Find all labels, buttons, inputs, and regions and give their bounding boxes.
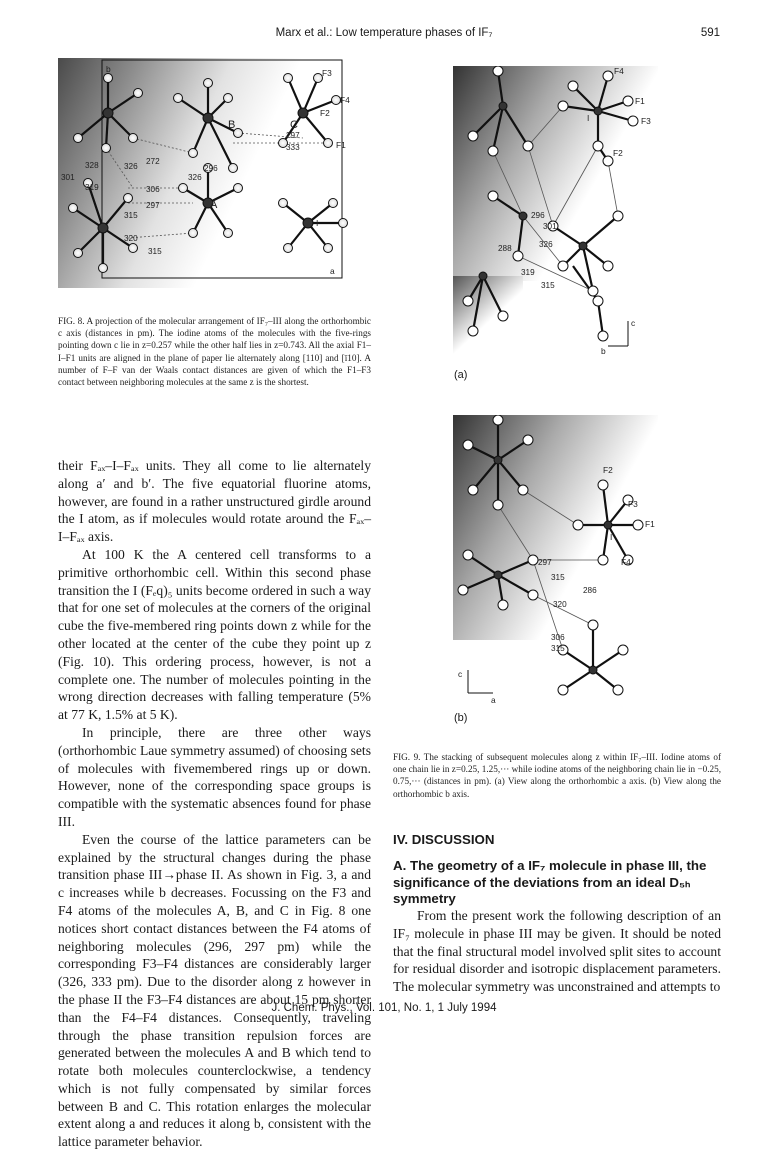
axis-label-a: a (330, 266, 335, 276)
dist-306: 306 (551, 633, 565, 642)
dist-326: 326 (188, 173, 202, 182)
axis-c: c (631, 318, 636, 328)
atom-f3: F3 (641, 116, 651, 126)
dist-315: 315 (124, 211, 138, 220)
figure-8-caption: FIG. 8. A projection of the molecular arrangement of IF₇–III along the orthorhombic c axis (distances in pm). The iodine atoms of the molecules with the five-rings pointing down c lie in z=0.257 while the other half lies in z=0.743. All the axial F1–I–F1 units are aligned in the plane of paper lie alternately along [110] and [ī10]. A number of F–F van der Waals contact distances are given of which the F1–F3 contact between neighboring molecules at the same z is the shortest. (58, 316, 371, 388)
dist-320: 320 (553, 600, 567, 609)
dist-326: 326 (539, 240, 553, 249)
dist-296: 296 (531, 211, 545, 220)
figure-9a-label: (a) (454, 369, 468, 381)
dist-297: 297 (538, 558, 552, 567)
atom-label-f4: F4 (340, 95, 350, 105)
figure-9b (453, 415, 658, 705)
molecule-label-a: A (210, 199, 218, 211)
subsection-heading: A. The geometry of a IF₇ molecule in phase III, the significance of the deviations from an ideal D₅ₕ symmetry (393, 858, 707, 906)
atom-label-f2: F2 (320, 108, 330, 118)
atom-f1: F1 (645, 519, 655, 529)
running-header (0, 27, 768, 43)
axis-a: a (491, 695, 496, 705)
dist-333: 333 (286, 143, 300, 152)
header-title: Marx et al.: Low temperature phases of IF₇ (275, 27, 493, 39)
dist-272: 272 (146, 157, 160, 166)
discussion-paragraph-1: From the present work the following description of an IF₇ molecule in phase III may be given. It should be noted that the final structural model involved split sites to account for residual disorder and isotropic displacement parameters. The molecular symmetry was unconstrained and attempts to (393, 908, 721, 995)
atom-label-i: I (316, 218, 319, 228)
atom-f2: F2 (613, 148, 623, 158)
figure-9-caption: FIG. 9. The stacking of subsequent molecules along z within IF₇–III. Iodine atoms of one chain lie in z=0.25, 1.25,··· while iodine atoms of the neighboring chain lie in −0.25, 0.75,··· (distances in pm). (a) View along the orthorhombic a axis. (b) View along the orthorhombic b axis. (393, 752, 721, 799)
paragraph-1: their Fₐₓ–I–Fₐₓ units. They all come to lie alternately along a′ and b′. The five equatorial fluorine atoms, however, are found in a rather unstructured girdle around the I atom, as if molecules would rotate around the Fₐₓ–I–Fₐₓ axis. (58, 458, 371, 545)
dist-315: 315 (541, 281, 555, 290)
axis-label-b: b (106, 64, 111, 74)
dist-306: 306 (146, 185, 160, 194)
axis-b: b (601, 346, 606, 356)
axis-c: c (458, 669, 463, 679)
atom-label-f3: F3 (322, 68, 332, 78)
dist-326b: 326 (124, 162, 138, 171)
atom-i: I (610, 532, 613, 542)
dist-288: 288 (498, 244, 512, 253)
dist-315b: 315 (551, 644, 565, 653)
atom-i: I (587, 113, 590, 123)
dist-301: 301 (543, 222, 557, 231)
molecule-label-c: C (290, 119, 298, 131)
dist-315: 315 (551, 573, 565, 582)
paragraph-4: Even the course of the lattice parameters can be explained by the structural changes during the phase transition phase III→phase II. As shown in Fig. 3, a and c increases while b decreases. Focussing on the F3 and F4 atoms of the molecules A, B, and C in Fig. 8 one notices short contact distances between the F4 atoms of neighboring molecules (296, 297 pm) while the corresponding F3–F4 distances are considerably larger (326, 333 pm). Due to the disorder along z however in the phase II the F3–F4 distances are about 15 pm shorter than the F4–F4 distances. Consequently, traveling through the phase transition repulsion forces are generated between the molecules A and B which tend to rotate both molecules counterclockwise, a tendency which is not fully compensated by similar forces between B and C. This rotation enlarges the molecular extent along a and reduces it along b, consistent with the lattice parameter behavior. (58, 831, 371, 1150)
dist-297b: 297 (146, 201, 160, 210)
dist-328: 328 (85, 161, 99, 170)
right-column-text (393, 907, 721, 996)
atom-f1: F1 (635, 96, 645, 106)
dist-296: 296 (204, 164, 218, 173)
section-heading: IV. DISCUSSION (393, 832, 495, 847)
left-column-text (58, 457, 371, 1151)
running-footer: J. Chem. Phys., Vol. 101, No. 1, 1 July 1994 (271, 1002, 497, 1014)
dist-315b: 315 (148, 247, 162, 256)
figure-9b-label: (b) (454, 712, 468, 724)
dist-319: 319 (85, 183, 99, 192)
paragraph-2: At 100 K the A centered cell transforms to a primitive orthorhombic cell. Within this second phase transition the I (Fₑq)₅ units become ordered in such a way that for one set of molecules at the corners of the original cube the five-membered ring points down z while for the other located at the center of the cube they point up z (Fig. 10). This ordering process, however, is not a complete one. The number of molecules pointing in the wrong direction decreases with falling temperature (5% at 77 K, 1.5% at 5 K). (58, 546, 371, 723)
figure-9a (453, 66, 658, 356)
figure-8 (58, 58, 370, 288)
atom-label-f1: F1 (336, 140, 346, 150)
dist-320: 320 (124, 234, 138, 243)
atom-f4: F4 (614, 66, 624, 76)
atom-f4: F4 (621, 557, 631, 567)
paragraph-3: In principle, there are three other ways (orthorhombic Laue symmetry assumed) of choosing sets of molecules with fivemembered rings up or down. However, none of the corresponding space groups is compatible with the systematic absences found for phase III. (58, 724, 371, 829)
page-number: 591 (700, 27, 720, 39)
molecule-label-b: B (228, 119, 236, 131)
dist-286: 286 (583, 586, 597, 595)
atom-f3: F3 (628, 499, 638, 509)
dist-297: 297 (286, 131, 300, 140)
dist-301: 301 (61, 173, 75, 182)
dist-319: 319 (521, 268, 535, 277)
atom-f2: F2 (603, 465, 613, 475)
